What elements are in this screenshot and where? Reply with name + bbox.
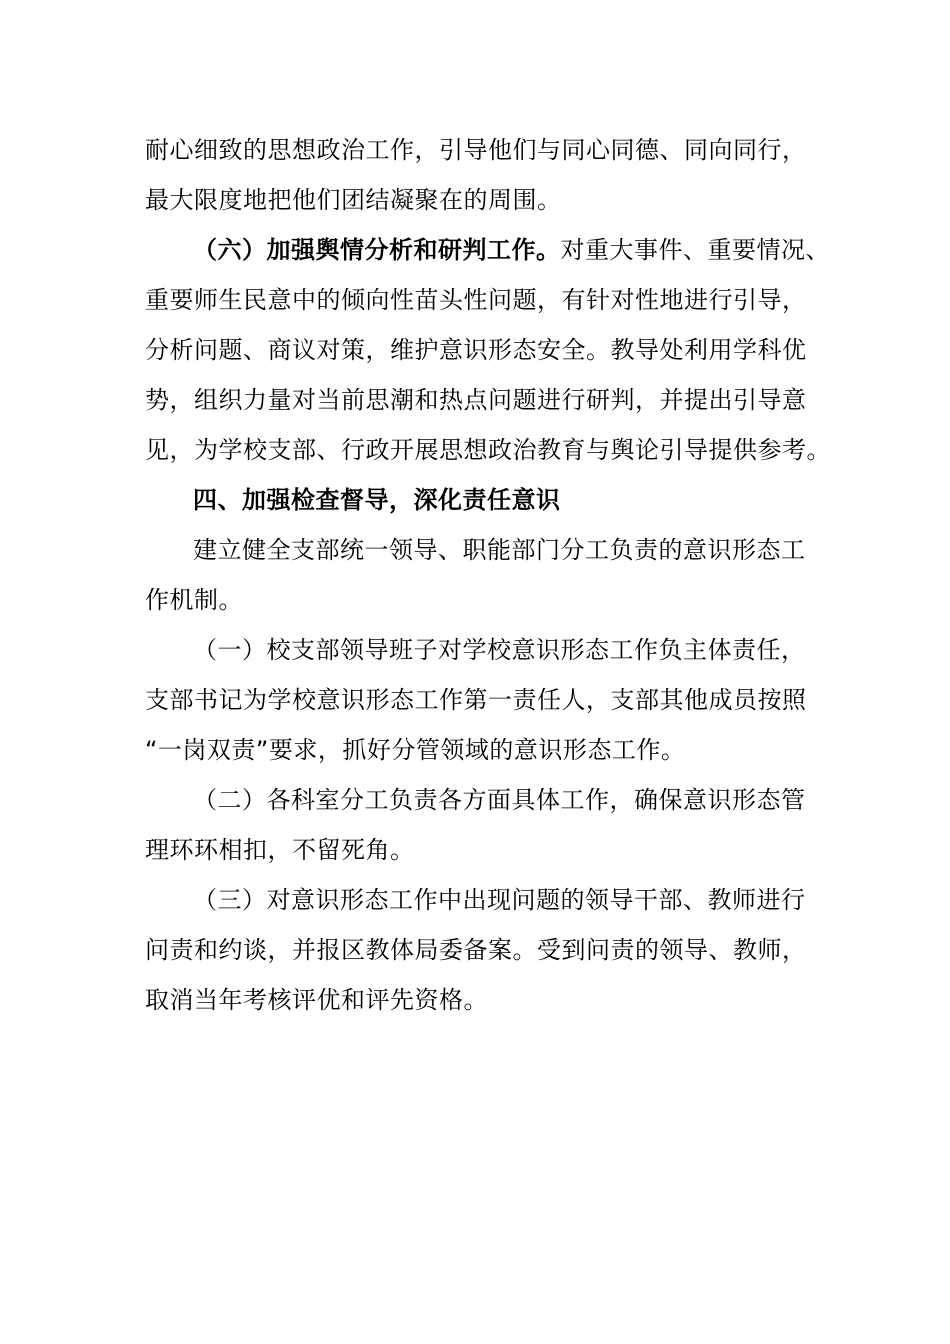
paragraph-line: [193, 233, 830, 267]
paragraph-line: 建立健全支部统一领导、职能部门分工负责的意识形态工: [193, 536, 806, 564]
paragraph-line: 问责和约谈，并报区教体局委备案。受到问责的领导、教师，: [145, 936, 807, 964]
paragraph-line: 分析问题、商议对策，维护意识形态安全。教导处利用学科优: [145, 336, 807, 364]
section-heading-inline: （六）加强舆情分析和研判工作。: [193, 236, 561, 264]
paragraph-text: 对重大事件、重要情况、: [560, 236, 830, 264]
section-heading: 四、加强检查督导，深化责任意识: [193, 486, 561, 514]
paragraph-line: “一岗双责”要求，抓好分管领域的意识形态工作。: [145, 736, 686, 764]
paragraph-line: （三）对意识形态工作中出现问题的领导干部、教师进行: [193, 886, 806, 914]
paragraph-line: 理环环相扣，不留死角。: [145, 836, 415, 864]
paragraph-line: 重要师生民意中的倾向性苗头性问题，有针对性地进行引导，: [145, 286, 807, 314]
paragraph-line: 作机制。: [145, 586, 243, 614]
paragraph-line: 见，为学校支部、行政开展思想政治教育与舆论引导提供参考。: [145, 436, 831, 464]
paragraph-line: 耐心细致的思想政治工作，引导他们与同心同德、同向同行，: [145, 136, 807, 164]
paragraph-line: 最大限度地把他们团结凝聚在的周围。: [145, 186, 562, 214]
paragraph-line: 势，组织力量对当前思潮和热点问题进行研判，并提出引导意: [145, 386, 807, 414]
paragraph-line: 支部书记为学校意识形态工作第一责任人，支部其他成员按照: [145, 686, 807, 714]
paragraph-line: 取消当年考核评优和评先资格。: [145, 986, 488, 1014]
paragraph-line: （一）校支部领导班子对学校意识形态工作负主体责任，: [193, 636, 806, 664]
paragraph-line: （二）各科室分工负责各方面具体工作，确保意识形态管: [193, 786, 806, 814]
